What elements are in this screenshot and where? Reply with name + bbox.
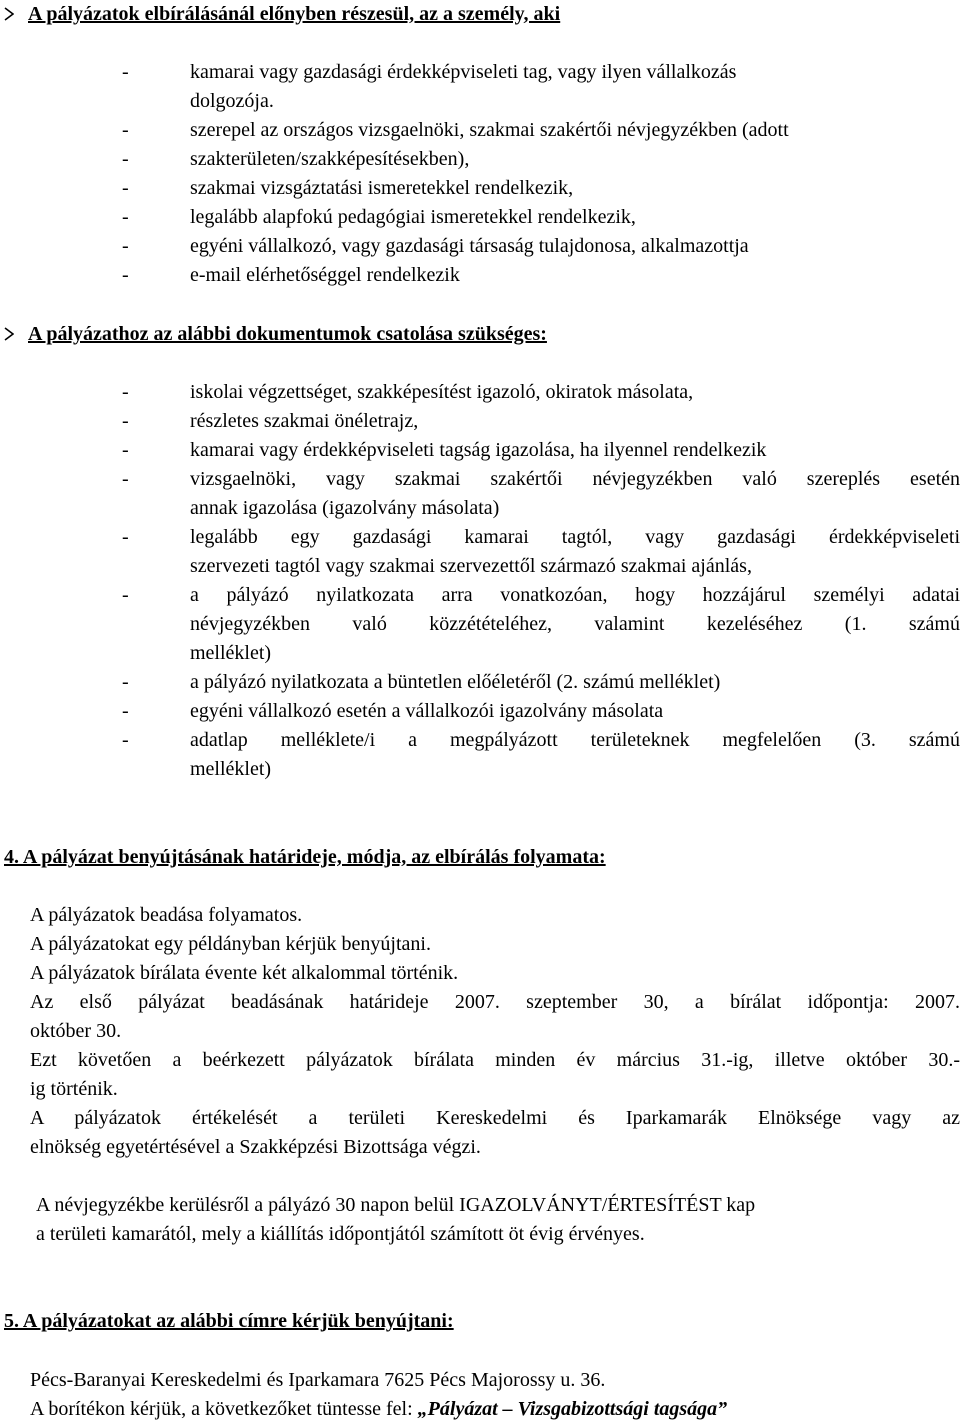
list-dash: - [122, 410, 129, 432]
paragraph-line: ig történik. [30, 1078, 118, 1100]
section-b-heading-text: A pályázathoz az alábbi dokumentumok csatolása szükséges: [28, 323, 547, 345]
list-item-continuation: dolgozója. [190, 90, 274, 112]
envelope-prefix: A borítékon kérjük, a következőket tüntesse fel: [30, 1398, 418, 1420]
list-item: részletes szakmai önéletrajz, [190, 410, 419, 432]
list-item: szakmai vizsgáztatási ismeretekkel rendelkezik, [190, 177, 574, 199]
list-item: vizsgaelnöki, vagy szakmai szakértői névjegyzékben való szereplés esetén [190, 468, 960, 490]
paragraph-line: a területi kamarától, mely a kiállítás időpontjától számított öt évig érvényes. [36, 1223, 645, 1245]
list-item-continuation: szervezeti tagtól vagy szakmai szervezettől származó szakmai ajánlás, [190, 555, 752, 577]
list-dash: - [122, 235, 129, 257]
list-dash: - [122, 119, 129, 141]
list-dash: - [122, 264, 129, 286]
list-item: adatlap melléklete/i a megpályázott területeknek megfelelően (3. számú [190, 729, 960, 751]
list-dash: - [122, 729, 129, 751]
list-dash: - [122, 468, 129, 490]
paragraph-line: A pályázatokat egy példányban kérjük benyújtani. [30, 933, 431, 955]
list-dash: - [122, 61, 129, 83]
list-item: legalább egy gazdasági kamarai tagtól, vagy gazdasági érdekképviseleti [190, 526, 960, 548]
paragraph-line: A pályázatok bírálata évente két alkalommal történik. [30, 962, 459, 984]
section-b-heading [4, 320, 547, 349]
paragraph-line: A pályázatok beadása folyamatos. [30, 904, 303, 926]
paragraph-line: elnökség egyetértésével a Szakképzési Bizottsága végzi. [30, 1136, 481, 1158]
list-item-continuation: melléklet) [190, 642, 272, 664]
list-item: legalább alapfokú pedagógiai ismeretekkel rendelkezik, [190, 206, 636, 228]
paragraph-line: A pályázatok értékelését a területi Kereskedelmi és Iparkamarák Elnöksége vagy az [30, 1107, 960, 1129]
list-item: kamarai vagy érdekképviseleti tagság igazolása, ha ilyennel rendelkezik [190, 439, 767, 461]
paragraph-line: Az első pályázat beadásának határideje 2007. szeptember 30, a bírálat időpontja: 2007. [30, 991, 960, 1013]
list-item: a pályázó nyilatkozata arra vonatkozóan, hogy hozzájárul személyi adatai [190, 584, 960, 606]
list-item-continuation: melléklet) [190, 758, 272, 780]
list-item: e-mail elérhetőséggel rendelkezik [190, 264, 460, 286]
envelope-instruction [30, 1395, 727, 1424]
address-line: Pécs-Baranyai Kereskedelmi és Iparkamara 7625 Pécs Majorossy u. 36. [30, 1369, 606, 1391]
list-item: egyéni vállalkozó esetén a vállalkozói igazolvány másolata [190, 700, 664, 722]
paragraph-line: október 30. [30, 1020, 122, 1042]
list-dash: - [122, 584, 129, 606]
list-dash: - [122, 206, 129, 228]
paragraph-line: A névjegyzékbe kerülésről a pályázó 30 napon belül IGAZOLVÁNYT/ÉRTESÍTÉST kap [36, 1194, 756, 1216]
list-item: egyéni vállalkozó, vagy gazdasági társaság tulajdonosa, alkalmazottja [190, 235, 749, 257]
envelope-label: „Pályázat – Vizsgabizottsági tagsága” [417, 1398, 728, 1420]
list-dash: - [122, 381, 129, 403]
list-item: iskolai végzettséget, szakképesítést igazoló, okiratok másolata, [190, 381, 694, 403]
list-item: a pályázó nyilatkozata a büntetlen előéletéről (2. számú melléklet) [190, 671, 721, 693]
arrow-bullet-icon [4, 327, 14, 341]
list-dash: - [122, 148, 129, 170]
list-dash: - [122, 177, 129, 199]
list-item: szakterületen/szakképesítésekben), [190, 148, 470, 170]
arrow-bullet-icon [4, 7, 14, 21]
paragraph-line: Ezt követően a beérkezett pályázatok bírálata minden év március 31.-ig, illetve október 30.- [30, 1049, 960, 1071]
list-dash: - [122, 700, 129, 722]
list-item-continuation: névjegyzékben való közzétételéhez, valamint kezeléséhez (1. számú [190, 613, 960, 635]
section-a-heading-text: A pályázatok elbírálásánál előnyben részesül, az a személy, aki [28, 3, 561, 25]
section-4-heading: 4. A pályázat benyújtásának határideje, módja, az elbírálás folyamata: [4, 846, 606, 868]
list-item: szerepel az országos vizsgaelnöki, szakmai szakértői névjegyzékben (adott [190, 119, 789, 141]
section-5-heading: 5. A pályázatokat az alábbi címre kérjük benyújtani: [4, 1310, 454, 1332]
section-a-heading [4, 0, 560, 29]
list-dash: - [122, 439, 129, 461]
list-dash: - [122, 526, 129, 548]
list-item: kamarai vagy gazdasági érdekképviseleti tag, vagy ilyen vállalkozás [190, 61, 737, 83]
list-dash: - [122, 671, 129, 693]
list-item-continuation: annak igazolása (igazolvány másolata) [190, 497, 500, 519]
